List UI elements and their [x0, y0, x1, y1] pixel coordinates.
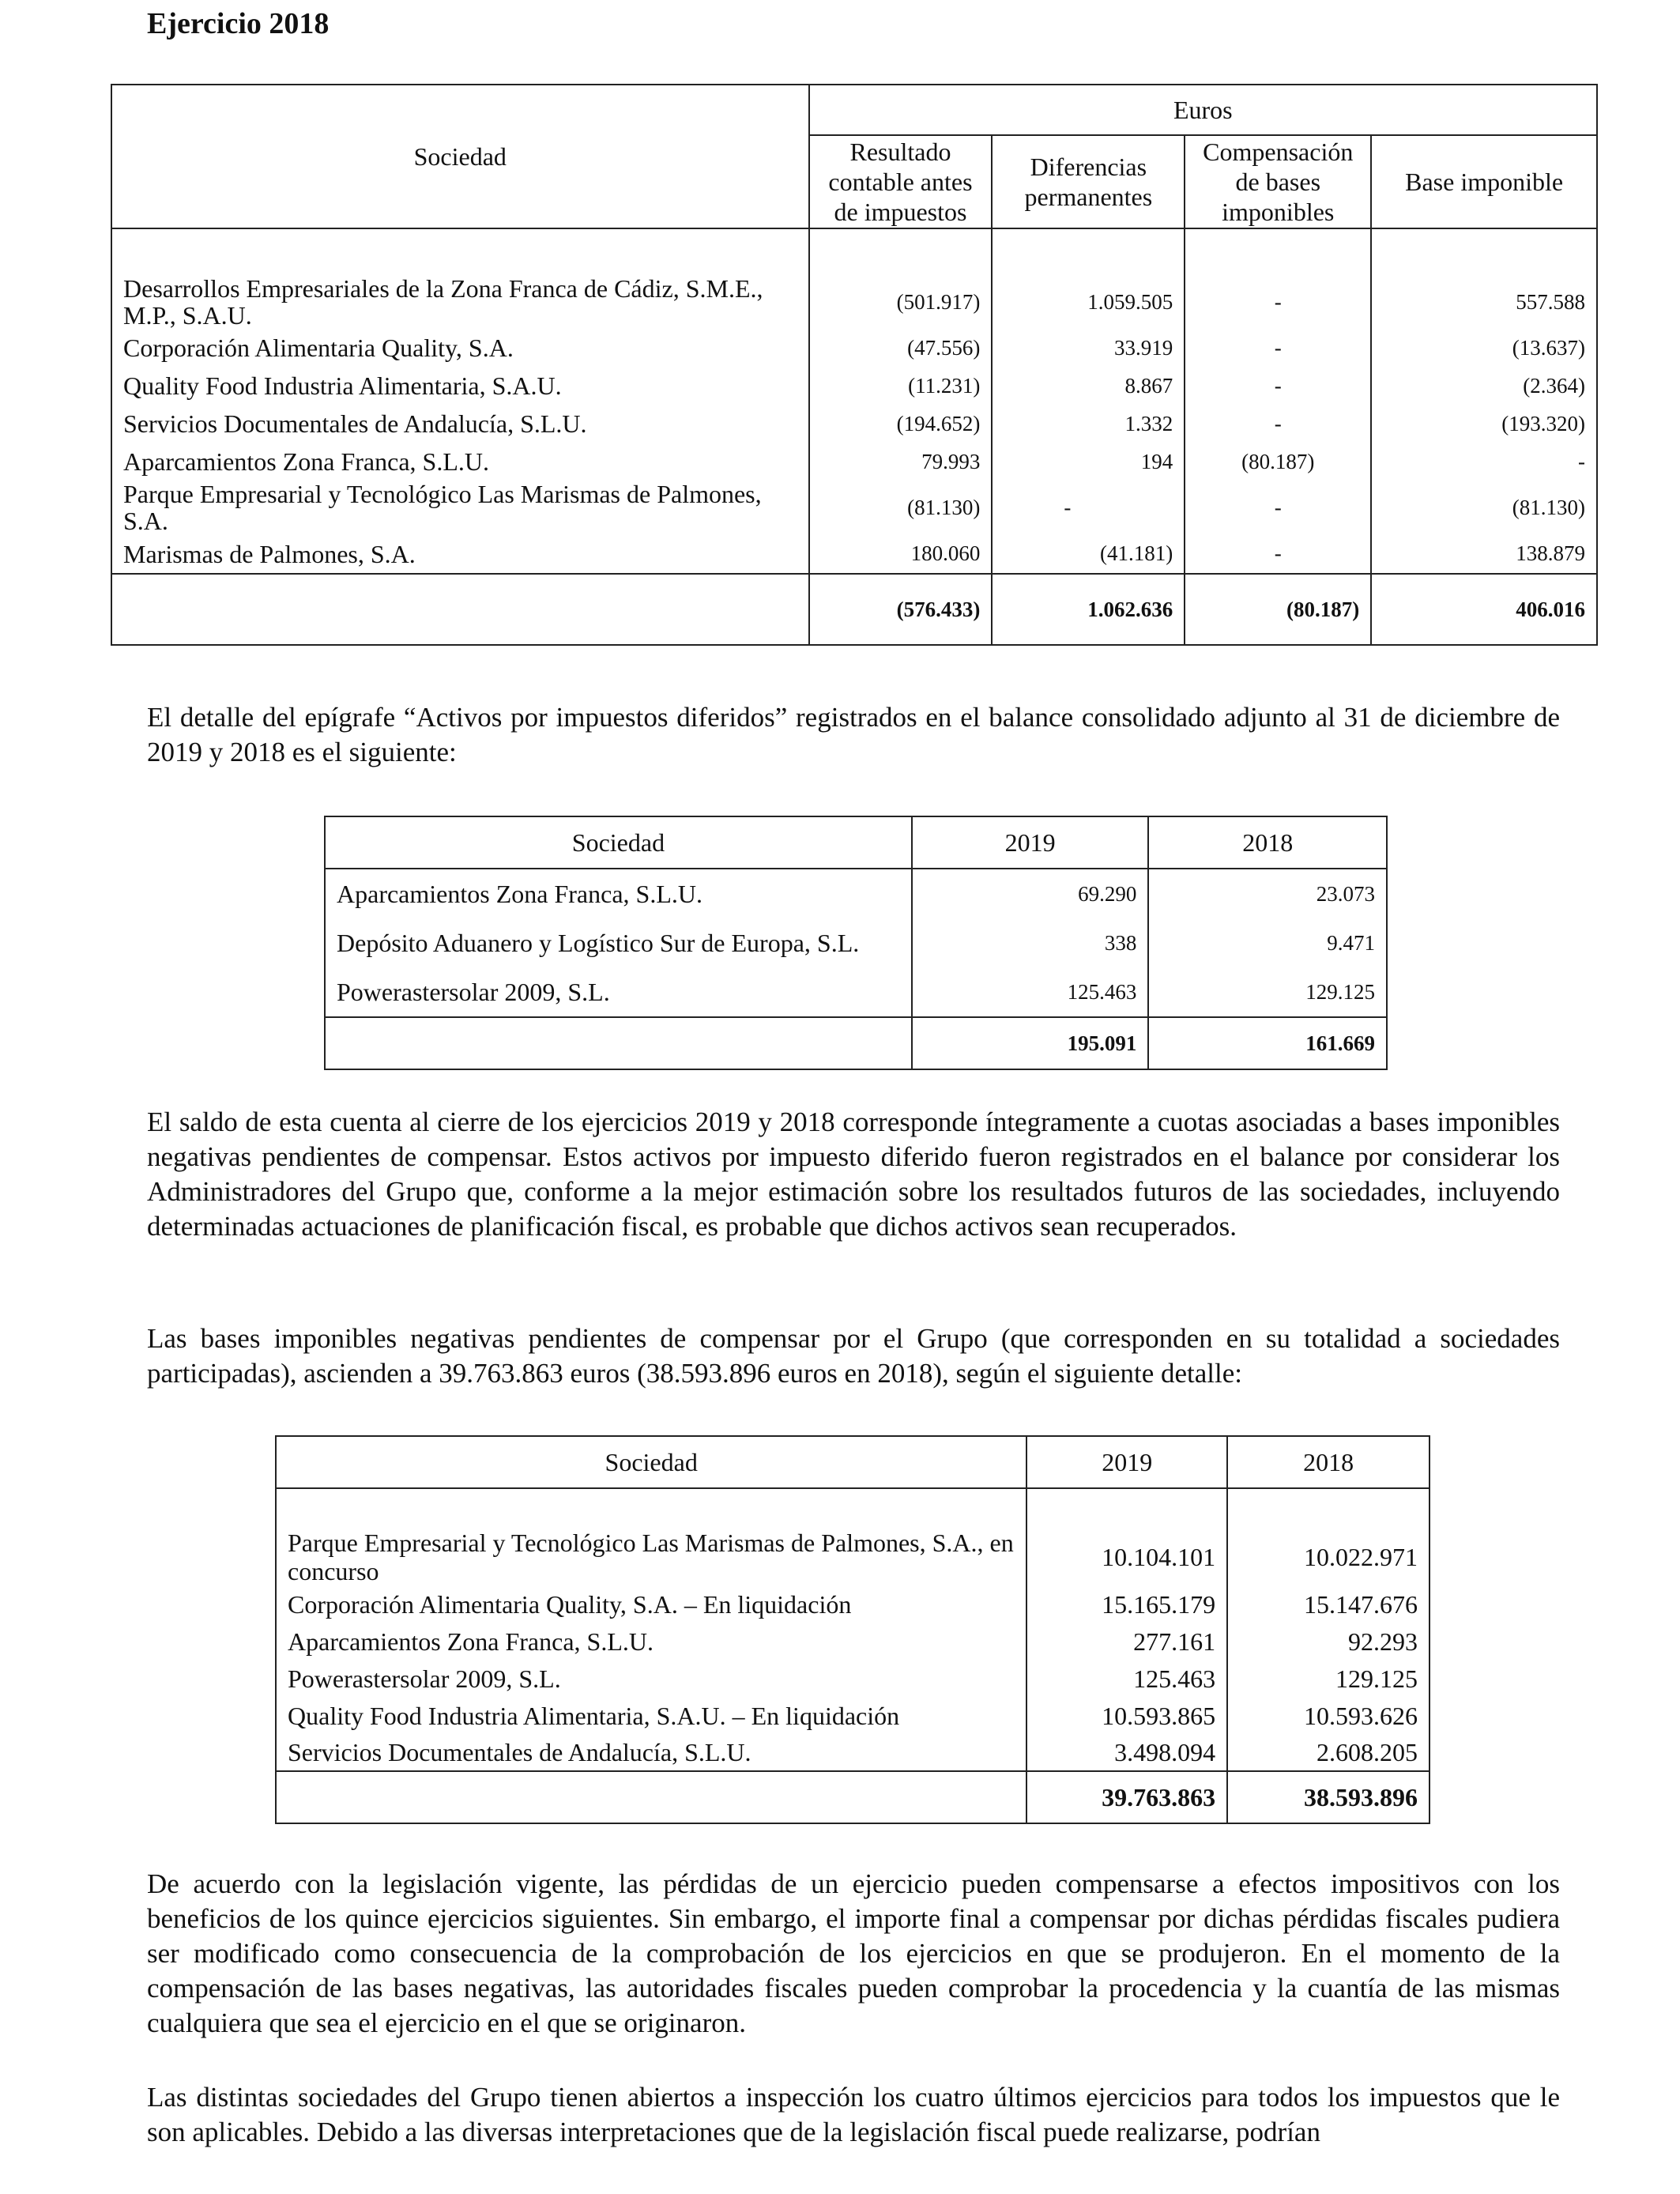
col-header-resultado: Resultado contable antes de impuestos — [809, 135, 993, 228]
section-heading: Ejercicio 2018 — [147, 7, 330, 40]
paragraph-legislacion: De acuerdo con la legislación vigente, las pérdidas de un ejercicio pueden compensarse a efectos impositivos con los beneficios de los quince ejercicios siguientes. Sin embargo, el importe final a compensar por dichas pérdidas fiscales pudiera ser modificado como consecuencia de la comprobación de los ejercicios en que se produjeron. En el momento de la compensación de las bases negativas, las autoridades fiscales pueden comprobar la procedencia y la cuantía de las mismas cualquiera que sea el ejercicio en el que se originaron. — [147, 1868, 1560, 2038]
col-header-base: Base imponible — [1371, 135, 1597, 228]
table-row: Powerastersolar 2009, S.L. 125.463 129.125 — [276, 1660, 1430, 1697]
table-row: Aparcamientos Zona Franca, S.L.U. 277.161 92.293 — [276, 1623, 1430, 1660]
paragraph-bases-imponibles: Las bases imponibles negativas pendientes de compensar por el Grupo (que corresponden en su totalidad a sociedades participadas), ascienden a 39.763.863 euros (38.593.896 euros en 2018), según el siguiente detalle: — [147, 1323, 1560, 1389]
table-row: Quality Food Industria Alimentaria, S.A.U. (11.231) 8.867 - (2.364) — [111, 367, 1597, 405]
col-header-sociedad: Sociedad — [276, 1436, 1026, 1488]
paragraph-saldo: El saldo de esta cuenta al cierre de los ejercicios 2019 y 2018 corresponde íntegramente a cuotas asociadas a bases imponibles negativas pendientes de compensar. Estos activos por impuesto diferido fueron registrados en el balance por considerar los Administradores del Grupo que, conforme a la mejor estimación sobre los resultados futuros de las sociedades, incluyendo determinadas actuaciones de planificación fiscal, es probable que dichos activos sean recuperados. — [147, 1106, 1560, 1242]
totals-row: 39.763.863 38.593.896 — [276, 1771, 1430, 1823]
totals-row: (576.433) 1.062.636 (80.187) 406.016 — [111, 574, 1597, 645]
table-row: Aparcamientos Zona Franca, S.L.U. 69.290 23.073 — [325, 869, 1387, 918]
col-header-sociedad: Sociedad — [111, 85, 809, 228]
table-row: Corporación Alimentaria Quality, S.A. (47.556) 33.919 - (13.637) — [111, 329, 1597, 367]
col-header-sociedad: Sociedad — [325, 816, 912, 869]
deferred-assets-table — [324, 816, 1388, 1070]
euros-header: Euros — [809, 85, 1597, 135]
col-header-2018: 2018 — [1148, 816, 1387, 869]
paragraph-inspeccion: Las distintas sociedades del Grupo tienen abiertos a inspección los cuatro últimos ejercicios para todos los impuestos que le son aplicables. Debido a las diversas interpretaciones que de la legislación fiscal puede realizarse, podrían — [147, 2082, 1560, 2147]
table-row: Servicios Documentales de Andalucía, S.L.U. (194.652) 1.332 - (193.320) — [111, 405, 1597, 443]
col-header-compensacion: Compensación de bases imponibles — [1185, 135, 1371, 228]
table-row: Desarrollos Empresariales de la Zona Franca de Cádiz, S.M.E., M.P., S.A.U. (501.917) 1.059.505 - 557.588 — [111, 275, 1597, 329]
tax-base-table — [111, 84, 1598, 646]
col-header-2019: 2019 — [1026, 1436, 1227, 1488]
col-header-2018: 2018 — [1227, 1436, 1430, 1488]
table-row: Servicios Documentales de Andalucía, S.L.U. 3.498.094 2.608.205 — [276, 1734, 1430, 1771]
table-row: Parque Empresarial y Tecnológico Las Marismas de Palmones, S.A. (81.130) - - (81.130) — [111, 481, 1597, 534]
col-header-2019: 2019 — [912, 816, 1149, 869]
table-row: Parque Empresarial y Tecnológico Las Marismas de Palmones, S.A., en concurso 10.104.101 10.022.971 — [276, 1529, 1430, 1585]
table-row: Quality Food Industria Alimentaria, S.A.U. – En liquidación 10.593.865 10.593.626 — [276, 1697, 1430, 1734]
table-row: Depósito Aduanero y Logístico Sur de Europa, S.L. 338 9.471 — [325, 918, 1387, 967]
table-row: Aparcamientos Zona Franca, S.L.U. 79.993 194 (80.187) - — [111, 443, 1597, 481]
table-row: Powerastersolar 2009, S.L. 125.463 129.125 — [325, 967, 1387, 1017]
col-header-diferencias: Diferencias permanentes — [992, 135, 1185, 228]
negative-tax-bases-table — [275, 1435, 1430, 1824]
totals-row: 195.091 161.669 — [325, 1017, 1387, 1069]
table-row: Marismas de Palmones, S.A. 180.060 (41.181) - 138.879 — [111, 534, 1597, 574]
paragraph-deferred-assets: El detalle del epígrafe “Activos por impuestos diferidos” registrados en el balance consolidado adjunto al 31 de diciembre de 2019 y 2018 es el siguiente: — [147, 702, 1560, 767]
table-row: Corporación Alimentaria Quality, S.A. – En liquidación 15.165.179 15.147.676 — [276, 1585, 1430, 1623]
